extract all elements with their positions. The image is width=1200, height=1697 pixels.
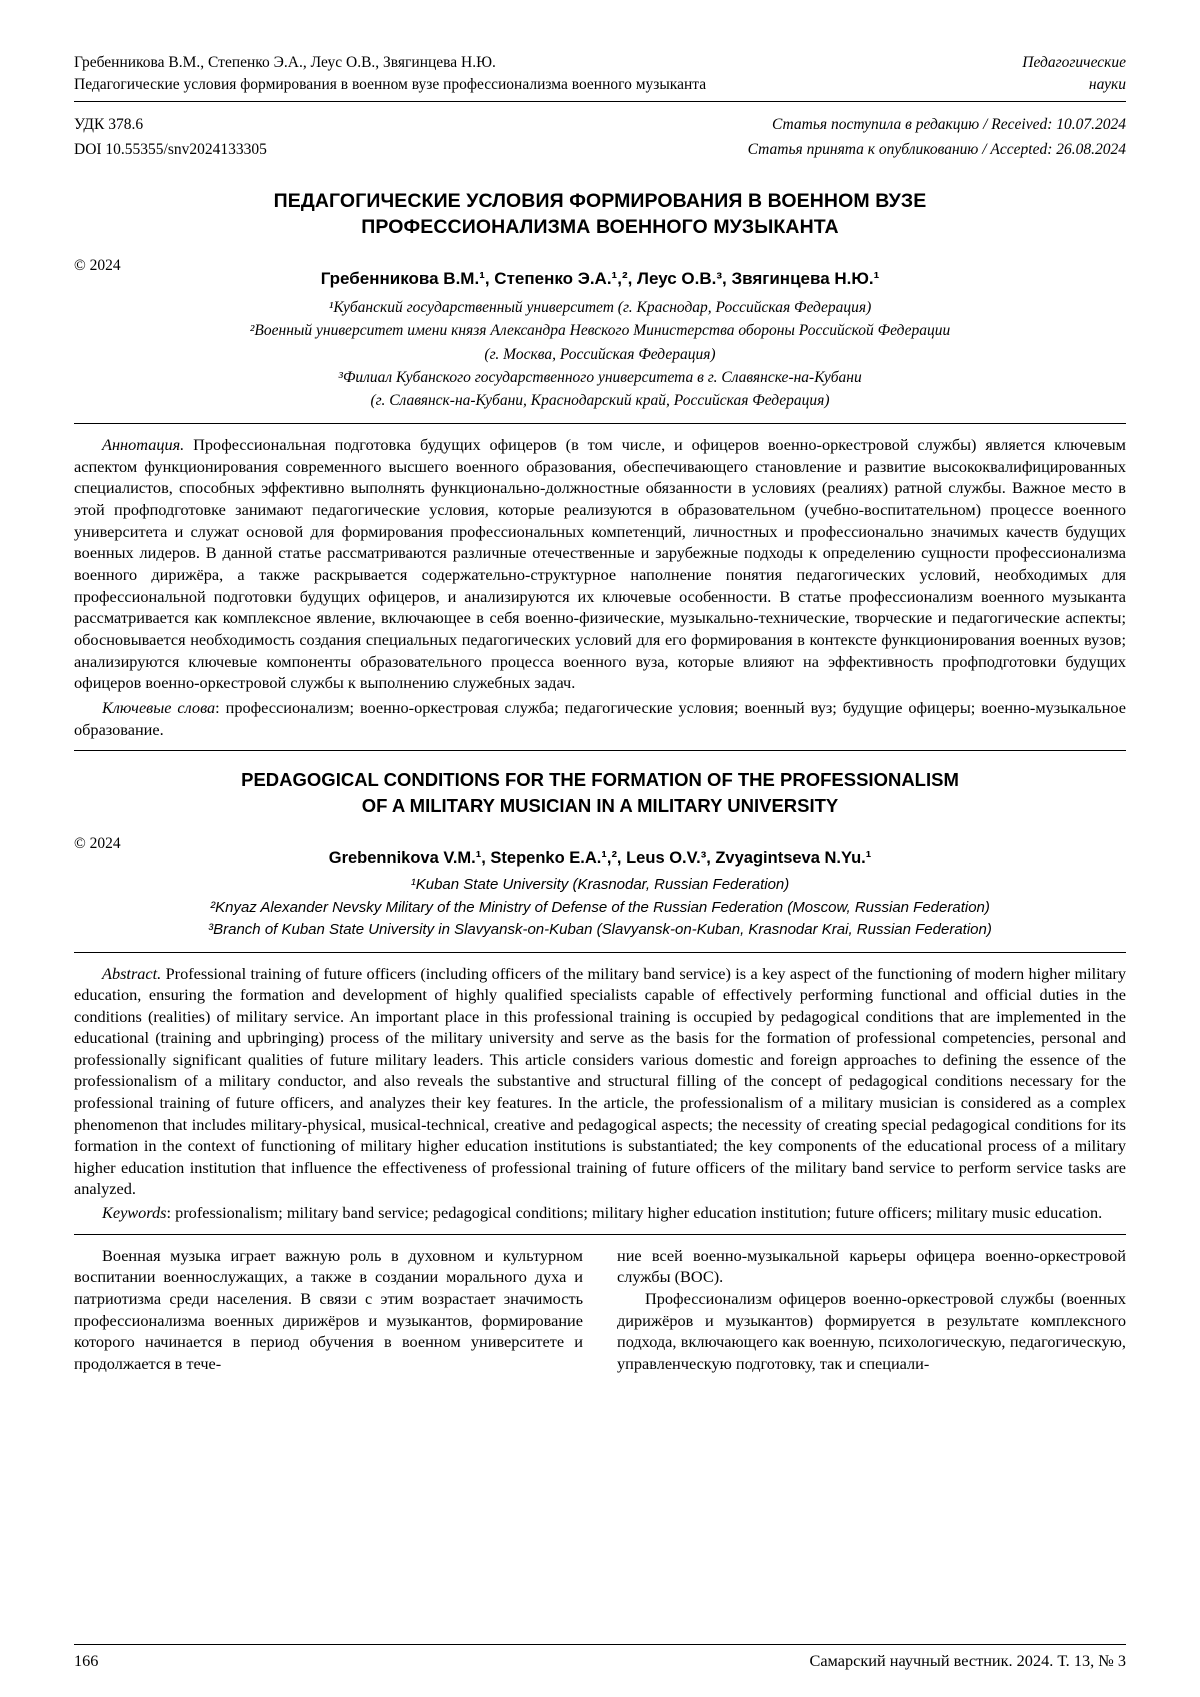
running-head-left: [74, 52, 706, 97]
page-number: 166: [74, 1651, 99, 1670]
copyright-en: © 2024: [74, 835, 121, 853]
body-paragraph-1-cont: ние всей военно-музыкальной карьеры офицера военно-оркестровой службы (ВОС).: [617, 1245, 1126, 1287]
authors-en: Grebennikova V.M.¹, Stepenko E.A.¹,², Leus O.V.³, Zvyagintseva N.Yu.¹: [328, 849, 872, 868]
affiliation-ru-2b: (г. Москва, Российская Федерация): [484, 345, 716, 363]
keywords-text-ru: : профессионализм; военно-оркестровая служба; педагогические условия; военный вуз; будущие офицеры; военно-музыкальное образование.: [74, 697, 1126, 739]
body-column-right: [617, 1245, 1126, 1375]
metadata-block: [74, 116, 1126, 166]
running-head-section-line1: Педагогические: [1022, 54, 1126, 71]
metadata-left: [74, 116, 267, 166]
title-ru-line2: ПРОФЕССИОНАЛИЗМА ВОЕННОГО МУЗЫКАНТА: [361, 216, 839, 239]
doi-code[interactable]: DOI 10.55355/snv2024133305: [74, 140, 267, 158]
udk-code: УДК 378.6: [74, 115, 144, 133]
abstract-label-ru: Аннотация.: [102, 434, 185, 454]
abstract-text-ru: Профессиональная подготовка будущих офицеров (в том числе, и офицеров военно-оркестровой службы) является ключевым аспектом функционирования современного высшего военного образования, обеспечивающего становление и развитие высококвалифицированных специалистов, способных эффективно выполнять функционально-должностные обязанности в условиях (реалиях) ратной службы. Важное место в этой профподготовке занимают педагогические условия, которые реализуются в образовательном (учебно-воспитательном) процессе военного университета и служат основой для формирования профессиональных компетенций, личностных и профессионально значимых качеств будущих военных лидеров. В данной статье рассматриваются различные отечественные и зарубежные подходы к определению сущности профессионализма военного дирижёра, а также раскрывается содержательно-структурное наполнение понятия педагогических условий, необходимых для профессиональной подготовки будущих офицеров, и анализируются их ключевые особенности. В статье профессионализм военного музыканта рассматривается как комплексное явление, включающее в себя военно-физические, музыкально-технические, творческие и педагогические аспекты; обосновывается необходимость создания специальных педагогических условий для его формирования в контексте функционирования военных вузов; анализируются ключевые компоненты образовательного процесса военного вуза, которые влияют на эффективность профподготовки будущих офицеров военно-оркестровой службы к выполнению служебных задач.: [74, 434, 1126, 693]
affiliation-en-2: ²Knyaz Alexander Nevsky Military of the Ministry of Defense of the Russian Federation (Moscow, Russian Federation): [210, 898, 990, 916]
abstract-ru: [74, 434, 1126, 694]
metadata-right: [748, 116, 1126, 166]
body-columns: [74, 1245, 1126, 1375]
affiliations-en: [74, 874, 1126, 942]
affiliation-ru-2: ²Военный университет имени князя Александра Невского Министерства обороны Российской Федерации: [249, 322, 951, 340]
body-divider: [74, 1234, 1126, 1235]
received-date: Статья поступила в редакцию / Received: 10.07.2024: [771, 115, 1126, 133]
title-en-line2: OF A MILITARY MUSICIAN IN A MILITARY UNIVERSITY: [361, 795, 839, 817]
affiliation-en-3: ³Branch of Kuban State University in Slavyansk-on-Kuban (Slavyansk-on-Kuban, Krasnodar Krai, Russian Federation): [208, 921, 992, 939]
footer-divider: [74, 1644, 1126, 1645]
authors-ru: Гребенникова В.М.¹, Степенко Э.А.¹,², Леус О.В.³, Звягинцева Н.Ю.¹: [320, 268, 880, 288]
abstract-divider-ru: [74, 423, 1126, 424]
page-footer: [74, 1644, 1126, 1671]
affiliation-ru-3b: (г. Славянск-на-Кубани, Краснодарский край, Российская Федерация): [370, 392, 830, 410]
running-head-authors: Гребенникова В.М., Степенко Э.А., Леус О.В., Звягинцева Н.Ю.: [74, 54, 496, 71]
journal-reference: Самарский научный вестник. 2024. Т. 13, № 3: [809, 1651, 1126, 1670]
body-paragraph-2: Профессионализм офицеров военно-оркестровой службы (военных дирижёров и музыкантов) формируется в результате комплексного подхода, включающего как военную, психологическую, педагогическую, управленческую подготовку, так и специали-: [617, 1288, 1126, 1373]
running-head-title: Педагогические условия формирования в военном вузе профессионализма военного музыканта: [74, 76, 707, 94]
keywords-label-ru: Ключевые слова: [102, 697, 216, 717]
abstract-divider-en: [74, 952, 1126, 953]
running-head-section-line2: науки: [1088, 76, 1126, 94]
keywords-text-en: : professionalism; military band service; pedagogical conditions; military higher education institution; future officers; military music education.: [166, 1202, 1103, 1222]
title-ru-line1: ПЕДАГОГИЧЕСКИЕ УСЛОВИЯ ФОРМИРОВАНИЯ В ВОЕННОМ ВУЗЕ: [273, 189, 927, 212]
body-column-left: [74, 1245, 583, 1375]
affiliation-ru-1: ¹Кубанский государственный университет (г. Краснодар, Российская Федерация): [328, 298, 872, 316]
abstract-en: [74, 963, 1126, 1200]
copyright-ru: © 2024: [74, 256, 121, 274]
abstract-text-en: Professional training of future officers (including officers of the military band service) is a key aspect of the functioning of modern higher military education, ensuring the formation and development of highly qualified specialists capable of effectively performing functional and official duties in the conditions (realities) of military service. An important place in this professional training is occupied by pedagogical conditions that are implemented in the educational (training and upbringing) process of the military university and serve as the basis for the formation of professional competencies, personal and professionally significant qualities of future military leaders. This article considers various domestic and foreign approaches to defining the essence of the professionalism of a military conductor, and also reveals the substantive and structural filling of the concept of pedagogical conditions necessary for the professional training of future officers, and analyzes their key features. In the article, the professionalism of a military musician is considered as a complex phenomenon that includes military-physical, musical-technical, creative and pedagogical aspects; the necessity of creating special pedagogical conditions for its formation in the context of functioning of military higher education institutions is substantiated; the key components of the educational process of a military higher education institution that influence the effectiveness of professional training of future officers of the military band service to perform service tasks are analyzed.: [74, 963, 1126, 1199]
running-head: [74, 52, 1126, 97]
header-divider: [74, 101, 1126, 102]
page-title-en: [94, 767, 1106, 819]
title-en-line1: PEDAGOGICAL CONDITIONS FOR THE FORMATION OF THE PROFESSIONALISM: [241, 769, 959, 791]
page-title-ru: [114, 188, 1086, 241]
running-head-right: [1022, 52, 1126, 97]
keywords-ru: [74, 697, 1126, 740]
affiliations-ru: [74, 297, 1126, 413]
keywords-en: [74, 1202, 1126, 1224]
abstract-label-en: Abstract.: [102, 963, 162, 983]
affiliation-en-1: ¹Kuban State University (Krasnodar, Russian Federation): [410, 876, 790, 894]
affiliation-ru-3: ³Филиал Кубанского государственного университета в г. Славянске-на-Кубани: [338, 368, 862, 386]
body-paragraph-1: Военная музыка играет важную роль в духовном и культурном воспитании военнослужащих, а также в создании морального духа и патриотизма среди населения. В связи с этим возрастает значимость профессионализма военных дирижёров и музыкантов, формирование которого начинается в период обучения в военном университете и продолжается в тече-: [74, 1245, 583, 1373]
keywords-label-en: Keywords: [102, 1202, 167, 1222]
section-divider-en: [74, 750, 1126, 751]
accepted-date: Статья принята к опубликованию / Accepted: 26.08.2024: [747, 140, 1126, 158]
